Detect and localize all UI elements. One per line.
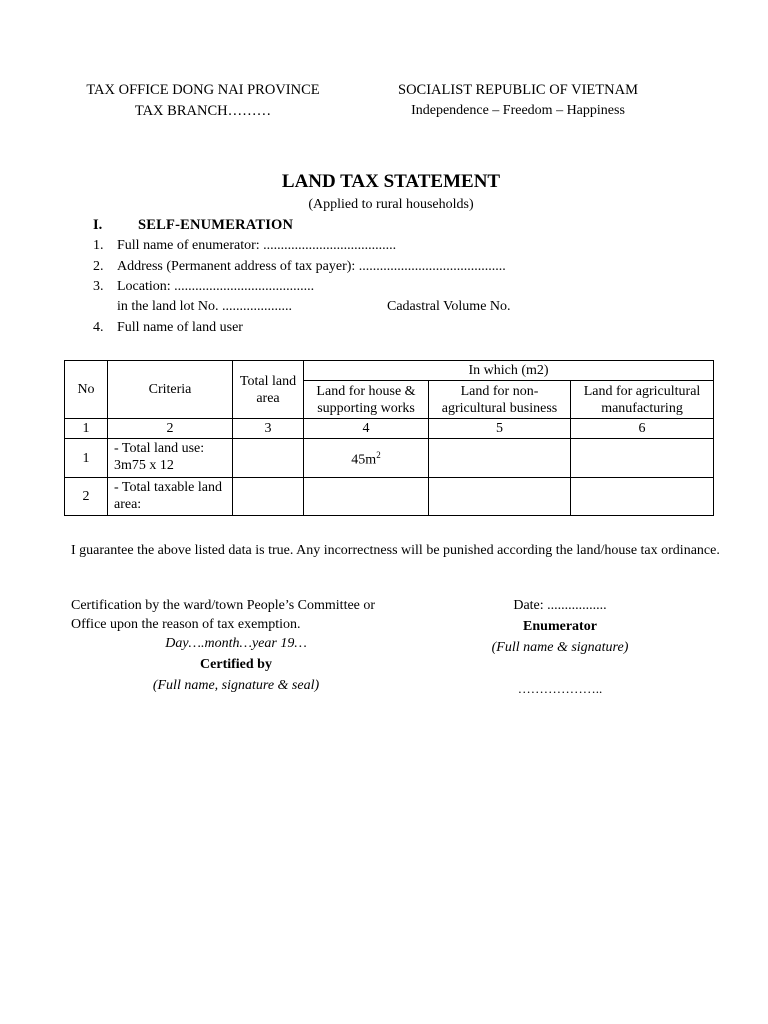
house-area-unit-superscript: 2 (376, 450, 381, 460)
tax-branch: TAX BRANCH……… (134, 103, 272, 119)
enumerator-name-line: Full name of enumerator: ...................................... (117, 238, 397, 253)
index-cell: 4 (304, 419, 429, 439)
header-total-land-area: Total land area (233, 361, 304, 419)
document-subtitle: (Applied to rural households) (308, 197, 474, 212)
header-in-which: In which (m2) (304, 361, 714, 381)
header-land-agricultural: Land for agricultural manufacturing (571, 381, 714, 419)
house-area-value: 45m (351, 452, 377, 468)
guarantee-statement: I guarantee the above listed data is true. Any incorrectness will be punished according the land/house tax ordinance. (71, 543, 720, 558)
item-number-4: 4. (93, 320, 104, 335)
address-line: Address (Permanent address of tax payer): .......................................... (117, 259, 506, 274)
header-criteria: Criteria (108, 361, 233, 419)
national-motto: Independence – Freedom – Happiness (411, 103, 625, 118)
header-land-non-agricultural: Land for non-agricultural business (429, 381, 571, 419)
row-total (233, 439, 304, 478)
location-line: Location: ........................................ (117, 279, 315, 294)
tax-office-name: TAX OFFICE DONG NAI PROVINCE (86, 82, 320, 98)
item-number-1: 1. (93, 238, 104, 253)
certification-line-1: Certification by the ward/town People’s Committee or (71, 598, 376, 613)
country-name: SOCIALIST REPUBLIC OF VIETNAM (398, 82, 638, 98)
table-row (65, 439, 714, 478)
section-title: SELF-ENUMERATION (138, 217, 294, 233)
land-table (64, 360, 714, 516)
row-nonagri (429, 478, 571, 516)
enumerator-signature-line: ……………….. (517, 681, 603, 696)
certification-line-2: Office upon the reason of tax exemption. (71, 617, 301, 632)
index-cell: 6 (571, 419, 714, 439)
row-criteria: - Total taxable land area: (108, 478, 233, 516)
table-row (65, 478, 714, 516)
header-land-for-house: Land for house & supporting works (304, 381, 429, 419)
index-cell: 1 (65, 419, 108, 439)
enumerator-label: Enumerator (523, 619, 597, 634)
document-title: LAND TAX STATEMENT (281, 171, 501, 192)
row-house-area (304, 439, 429, 478)
section-number: I. (93, 217, 103, 233)
certified-by-label: Certified by (200, 657, 272, 672)
header-no: No (65, 361, 108, 419)
row-no: 2 (65, 478, 108, 516)
land-lot-line: in the land lot No. .................... (117, 299, 292, 314)
enumerator-date: Date: ................. (513, 598, 607, 613)
item-number-3: 3. (93, 279, 104, 294)
row-agri (571, 439, 714, 478)
table-index-row (65, 419, 714, 439)
item-number-2: 2. (93, 259, 104, 274)
row-criteria: - Total land use: 3m75 x 12 (108, 439, 233, 478)
row-agri (571, 478, 714, 516)
cadastral-volume-line: Cadastral Volume No. (387, 299, 511, 314)
certification-date: Day….month…year 19… (165, 636, 307, 651)
enumerator-signature-note: (Full name & signature) (491, 640, 629, 655)
land-user-line: Full name of land user (117, 320, 243, 335)
row-no: 1 (65, 439, 108, 478)
row-nonagri (429, 439, 571, 478)
row-total (233, 478, 304, 516)
index-cell: 2 (108, 419, 233, 439)
index-cell: 3 (233, 419, 304, 439)
index-cell: 5 (429, 419, 571, 439)
certifier-signature-note: (Full name, signature & seal) (152, 678, 320, 693)
row-house-area (304, 478, 429, 516)
